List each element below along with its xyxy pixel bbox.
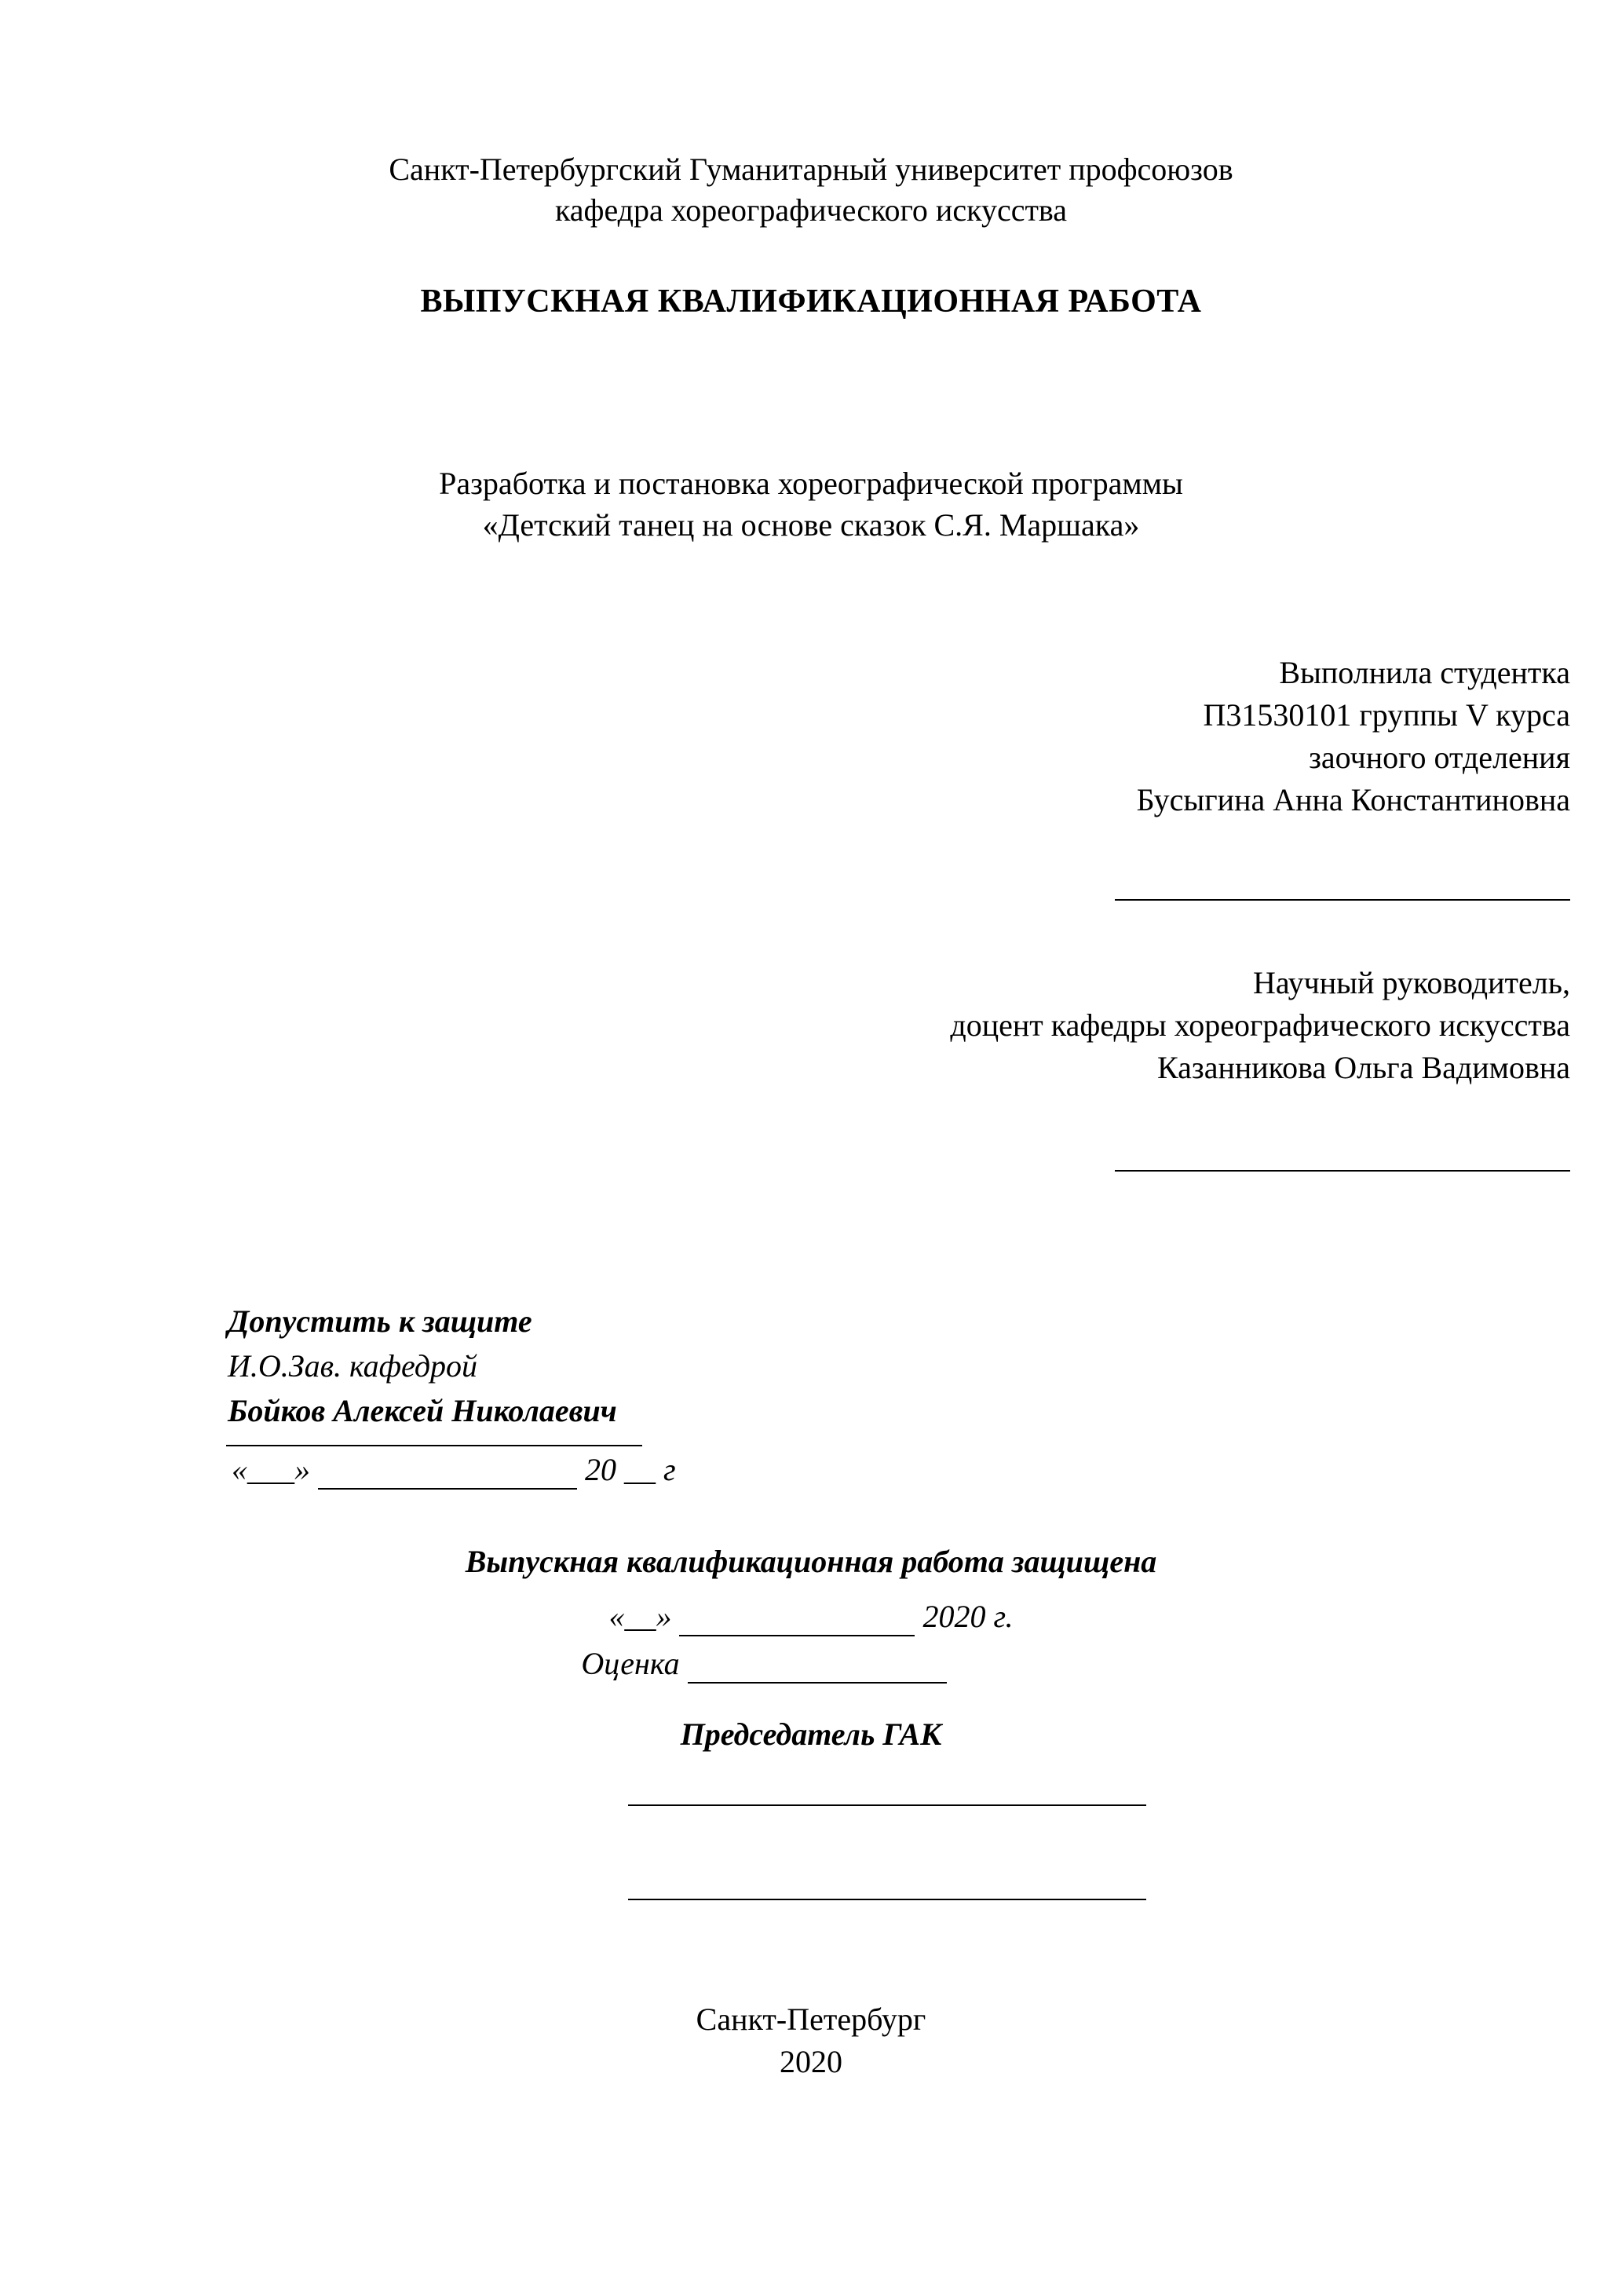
admission-title: Допустить к защите [228, 1303, 532, 1339]
defence-date-day: «__» [608, 1599, 672, 1634]
defence-mark-label: Оценка [581, 1646, 680, 1681]
institution-header [0, 149, 1622, 231]
defence-title: Выпускная квалификационная работа защищена [465, 1544, 1157, 1579]
institution-line-2: кафедра хореографического искусства [554, 192, 1068, 228]
author-block [0, 652, 1622, 821]
admission-date-month-blank [318, 1451, 577, 1490]
author-department: заочного отделения [1309, 740, 1570, 775]
admission-head-name: Бойков Алексей Николаевич [228, 1392, 617, 1428]
admission-head-role: И.О.Зав. кафедрой [228, 1347, 478, 1384]
supervisor-signature-line [1115, 1170, 1570, 1172]
defence-mark-blank [688, 1645, 947, 1684]
footer-city: Санкт-Петербург [696, 2002, 926, 2037]
chair-label: Председатель ГАК [680, 1717, 942, 1752]
author-group: П31530101 группы V курса [1203, 697, 1570, 733]
defence-date-month-blank [679, 1598, 915, 1636]
author-signature-line [1115, 899, 1570, 901]
author-name: Бусыгина Анна Константиновна [1136, 782, 1570, 817]
admission-date-day: «___» [232, 1452, 310, 1487]
defence-date-year: 2020 г. [922, 1599, 1014, 1634]
thesis-subject-line-1: Разработка и постановка хореографической программы [439, 466, 1183, 501]
document-type-heading: ВЫПУСКНАЯ КВАЛИФИКАЦИОННАЯ РАБОТА [420, 283, 1202, 320]
defence-date [0, 1598, 1622, 1636]
thesis-subject [0, 463, 1622, 547]
footer-year: 2020 [780, 2044, 842, 2079]
admission-date [232, 1451, 676, 1490]
institution-line-1: Санкт-Петербургский Гуманитарный университет профсоюзов [389, 152, 1233, 187]
supervisor-block [0, 962, 1622, 1089]
author-role: Выполнила студентка [1279, 655, 1570, 690]
chair-signature-line-1 [628, 1804, 1146, 1806]
defence-mark [0, 1645, 1622, 1684]
supervisor-name: Казанникова Ольга Вадимовна [1157, 1050, 1570, 1085]
supervisor-role: Научный руководитель, [1253, 965, 1570, 1000]
thesis-subject-line-2: «Детский танец на основе сказок С.Я. Маршака» [482, 506, 1140, 543]
admission-date-year: 20 __ г [585, 1452, 676, 1487]
admission-block [228, 1300, 617, 1433]
supervisor-position: доцент кафедры хореографического искусства [950, 1007, 1570, 1043]
admission-signature-line [226, 1445, 642, 1446]
chair-signature-line-2 [628, 1899, 1146, 1900]
footer-block [0, 1998, 1622, 2083]
